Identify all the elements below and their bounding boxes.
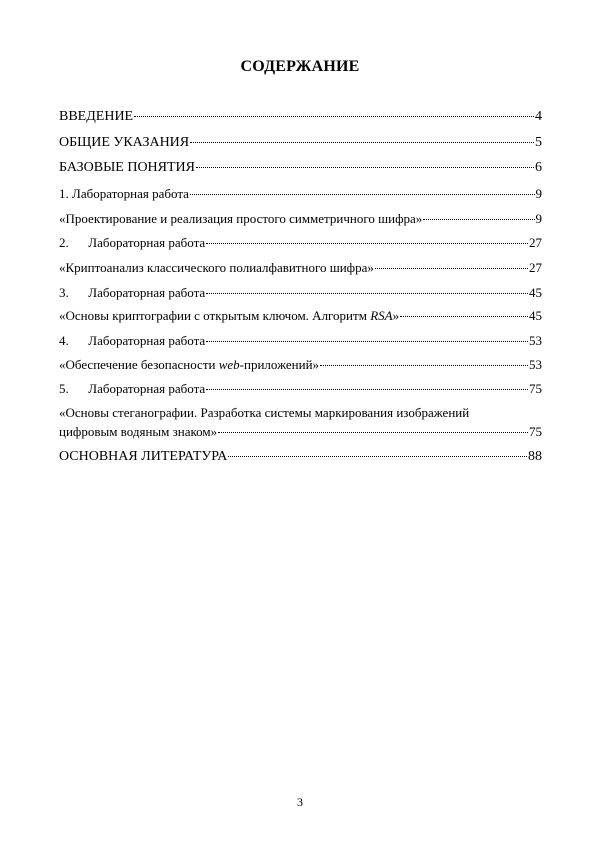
toc-entry-label-end: -приложений» [239, 357, 320, 372]
toc-entry-page: 45 [529, 308, 542, 323]
toc-entry-label: БАЗОВЫЕ ПОНЯТИЯ [59, 160, 196, 175]
toc-entry-lab-1-topic[interactable] [59, 210, 542, 228]
dot-leader [400, 316, 528, 317]
dot-leader [190, 142, 534, 143]
toc-entry-label: Лабораторная работа [88, 381, 206, 396]
dot-leader [134, 116, 534, 117]
toc-entry-label-italic: RSA [370, 308, 393, 323]
toc-entry-number: 2. [59, 235, 69, 250]
toc-entry-page: 5 [535, 135, 542, 150]
dot-leader [196, 167, 534, 168]
toc-entry-page: 27 [529, 235, 542, 250]
toc-entry-lab-3[interactable] [59, 284, 542, 302]
toc-entry-references[interactable] [59, 448, 542, 466]
toc-entry-label: Лабораторная работа [88, 333, 206, 348]
toc-entry-label: Лабораторная работа [72, 186, 189, 201]
toc-entry-lab-5-topic[interactable] [59, 423, 542, 441]
toc-entry-page: 53 [529, 333, 542, 348]
dot-leader [218, 432, 528, 433]
dot-leader [423, 219, 534, 220]
toc-title: СОДЕРЖАНИЕ [240, 58, 360, 75]
toc-entry-label: ВВЕДЕНИЕ [59, 109, 134, 124]
dot-leader [320, 365, 528, 366]
toc-entry-page: 88 [528, 449, 542, 464]
toc-entry-page: 4 [535, 109, 542, 124]
toc-entry-lab-2[interactable] [59, 234, 542, 252]
toc-entry-number: 1. [59, 186, 69, 201]
toc-entry-lab-3-topic[interactable] [59, 307, 542, 325]
toc-entry-lab-1[interactable] [59, 185, 542, 203]
toc-entry-number: 4. [59, 333, 69, 348]
toc-entry-lab-5[interactable] [59, 380, 542, 398]
dot-leader [190, 194, 535, 195]
toc-entry-page: 27 [529, 260, 542, 275]
toc-entry-number: 5. [59, 381, 69, 396]
toc-entry-label-italic: web [218, 357, 240, 372]
dot-leader [206, 243, 528, 244]
toc-entry-lab-4-topic[interactable] [59, 356, 542, 374]
toc-entry-number: 3. [59, 285, 69, 300]
toc-entry-lab-2-topic[interactable] [59, 259, 542, 277]
toc-entry-page: 6 [535, 160, 542, 175]
toc-entry-general-instructions[interactable] [59, 134, 542, 152]
toc-entry-label: «Основы криптографии с открытым ключом. Алгоритм [59, 308, 371, 323]
dot-leader [206, 293, 528, 294]
dot-leader [206, 389, 528, 390]
toc-entry-label: Лабораторная работа [88, 285, 206, 300]
toc-entry-page: 45 [529, 285, 542, 300]
toc-entry-label: цифровым водяным знаком» [59, 424, 218, 439]
toc-entry-label: ОБЩИЕ УКАЗАНИЯ [59, 135, 190, 150]
page-number: 3 [297, 795, 303, 809]
toc-entry-label: «Обеспечение безопасности [59, 357, 219, 372]
toc-entry-introduction[interactable] [59, 108, 542, 126]
toc-entry-page: 75 [529, 381, 542, 396]
toc-entry-page: 9 [535, 186, 542, 201]
toc-entry-label: Лабораторная работа [88, 235, 206, 250]
dot-leader [206, 341, 528, 342]
toc-entry-lab-4[interactable] [59, 332, 542, 350]
toc-entry-label: «Криптоанализ классического полиалфавитного шифра» [59, 260, 374, 275]
toc-entry-label: ОСНОВНАЯ ЛИТЕРАТУРА [59, 449, 228, 464]
toc-entry-lab-5-topic-line1[interactable]: «Основы стеганографии. Разработка системы маркирования изображений [59, 405, 470, 420]
toc-entry-label-end: » [392, 308, 400, 323]
toc-entry-basic-concepts[interactable] [59, 159, 542, 177]
dot-leader [228, 456, 527, 457]
toc-entry-page: 53 [529, 357, 542, 372]
toc-entry-page: 75 [529, 424, 542, 439]
toc-entry-label: «Проектирование и реализация простого симметричного шифра» [59, 211, 423, 226]
dot-leader [375, 268, 528, 269]
toc-entry-page: 9 [535, 211, 542, 226]
